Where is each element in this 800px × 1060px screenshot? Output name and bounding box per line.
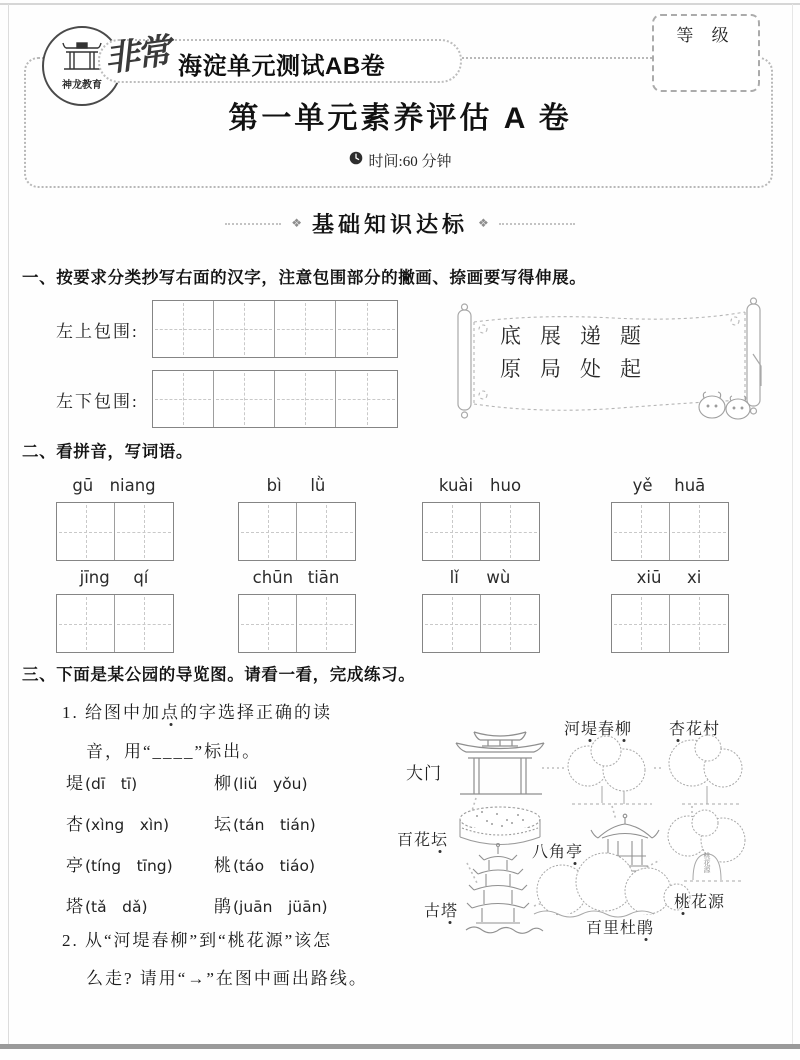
writing-cell[interactable] [275,301,336,357]
series-title: 海淀单元测试AB卷 [178,53,386,80]
q2-stem: 二、看拼音，写词语。 [22,443,193,461]
writing-cell[interactable] [670,503,728,560]
pinyin-syllable: chūn [252,568,294,587]
scroll-characters-line2: 原局处起 [500,357,660,381]
grade-label: 等 级 [676,26,736,45]
q1-row2-label: 左下包围: [56,392,139,411]
pinyin-option[interactable] [66,892,214,917]
option-readings: (táo tiáo) [233,857,316,875]
writing-cell[interactable] [612,503,670,560]
pinyin-option[interactable] [214,769,328,794]
writing-cell[interactable] [423,595,481,652]
mascot-figures [699,392,750,419]
ornament-diamond-icon: ❖ [478,216,489,230]
section-banner [0,208,800,239]
page-edge-top [0,3,800,5]
pinyin-syllable: huo [490,476,522,495]
map-label-pavilion: 八角亭 [532,839,583,862]
time-row [0,150,800,171]
pinyin-syllable: huā [674,476,706,495]
ornament-line-left [225,223,281,225]
apricot-tree-illustration [669,735,742,804]
option-readings: (tán tián) [233,816,316,834]
gate-illustration [456,732,544,794]
answer-box[interactable] [422,594,540,653]
option-readings: (juān jüān) [233,898,328,916]
option-character: 坛 [214,815,231,834]
map-label-azalea: 百里杜鹃 [586,915,654,938]
publisher-name: 神龙教育 [62,79,102,91]
q3-sub1-line1: 1. 给图中加点的字选择正确的读 [62,698,332,723]
pinyin-label [611,476,727,495]
q3-sub2-line2: 么走? 请用“→”在图中画出路线。 [86,969,368,988]
writing-cell[interactable] [612,595,670,652]
option-character: 堤 [66,774,83,793]
q3-sub2-line1: 2. 从“河堤春柳”到“桃花源”该怎 [62,931,333,950]
pinyin-option[interactable] [214,892,328,917]
map-label-peach-spring: 桃花源 [674,889,725,912]
writing-cell[interactable] [297,503,355,560]
answer-box[interactable] [238,594,356,653]
writing-cell[interactable] [115,595,173,652]
answer-box[interactable] [56,594,174,653]
pinyin-syllable: kuài [438,476,474,495]
option-readings: (tǎ dǎ) [85,898,148,916]
answer-box[interactable] [422,502,540,561]
pinyin-option[interactable] [66,810,214,835]
time-label: 时间:60 分钟 [368,154,452,170]
writing-cell[interactable] [297,595,355,652]
writing-cell[interactable] [481,503,539,560]
writing-cell[interactable] [423,503,481,560]
q3-sub1-line2: 音，用“____”标出。 [86,742,262,761]
pinyin-syllable: qí [133,568,149,587]
pinyin-option[interactable] [214,810,328,835]
q1-row1-label: 左上包围: [56,322,139,341]
answer-box[interactable] [238,502,356,561]
answer-box[interactable] [611,594,729,653]
pinyin-syllable: gū [72,476,94,495]
writing-cell[interactable] [214,371,275,427]
option-character: 塔 [66,897,83,916]
option-readings: (dī tī) [85,775,138,793]
writing-cell[interactable] [153,301,214,357]
writing-cell[interactable] [336,301,397,357]
ornament-line-right [499,223,575,225]
option-character: 亭 [66,856,83,875]
map-label-gate: 大门 [406,764,442,783]
pinyin-syllable: xiū [636,568,662,587]
writing-cell[interactable] [336,371,397,427]
pinyin-label [422,568,538,587]
option-readings: (liǔ yǒu) [233,775,308,793]
pinyin-label [56,476,172,495]
pinyin-label [611,568,727,587]
writing-cell[interactable] [214,301,275,357]
q1-row1-writing-grid[interactable] [152,300,398,358]
pinyin-syllable: xi [687,568,702,587]
pinyin-option[interactable] [214,851,328,876]
writing-cell[interactable] [57,503,115,560]
option-readings: (tíng tīng) [85,857,173,875]
map-label-riverside: 河堤春柳 [564,716,632,739]
pinyin-syllable: wù [486,568,511,587]
grade-box[interactable] [652,14,760,92]
pinyin-syllable: lǐ [449,568,459,587]
clock-icon [349,151,363,170]
pinyin-syllable: bì [266,476,282,495]
pinyin-option[interactable] [66,851,214,876]
scroll-characters-line1: 底展递题 [500,324,660,348]
writing-cell[interactable] [153,371,214,427]
pinyin-syllable: niang [109,476,156,495]
section-title: 基础知识达标 [311,212,468,237]
pinyin-syllable: yě [632,476,653,495]
writing-cell[interactable] [57,595,115,652]
flowerbed-illustration [460,807,540,845]
pinyin-syllable: jīng [79,568,110,587]
option-character: 鹃 [214,897,231,916]
page-edge-bottom [0,1044,800,1049]
writing-cell[interactable] [115,503,173,560]
riverside-trees-illustration [568,736,652,804]
pinyin-label [422,476,538,495]
series-script: 非常 [101,31,171,80]
writing-cell[interactable] [670,595,728,652]
q1-stem: 一、按要求分类抄写右面的汉字，注意包围部分的撇画、捺画要写得伸展。 [22,269,587,287]
paper-title: 第一单元素养评估 A 卷 [228,102,572,135]
map-label-pagoda: 古塔 [424,898,458,921]
option-character: 柳 [214,774,231,793]
pinyin-option[interactable] [66,769,214,794]
writing-cell[interactable] [239,503,297,560]
gate-logo-icon [62,42,102,75]
q1-row2-writing-grid[interactable] [152,370,398,428]
map-label-apricot-village: 杏花村 [669,716,720,739]
answer-box[interactable] [56,502,174,561]
map-label-flowerbed: 百花坛 [397,827,448,850]
azalea-bushes-illustration [534,853,690,917]
pinyin-syllable: tiān [307,568,340,587]
pinyin-label [56,568,172,587]
park-map [392,706,794,956]
option-character: 桃 [214,856,231,875]
q3-pinyin-options [66,769,328,917]
pinyin-syllable: lǜ [310,476,326,495]
writing-cell[interactable] [481,595,539,652]
pinyin-label [238,568,354,587]
answer-box[interactable] [611,502,729,561]
ornament-diamond-icon: ❖ [291,216,302,230]
cave-label: 桃花源 [703,852,711,873]
writing-cell[interactable] [239,595,297,652]
option-character: 杏 [66,815,83,834]
q3-stem: 三、下面是某公园的导览图。请看一看，完成练习。 [22,666,416,684]
option-readings: (xìng xìn) [85,816,170,834]
writing-cell[interactable] [275,371,336,427]
pinyin-label [238,476,354,495]
